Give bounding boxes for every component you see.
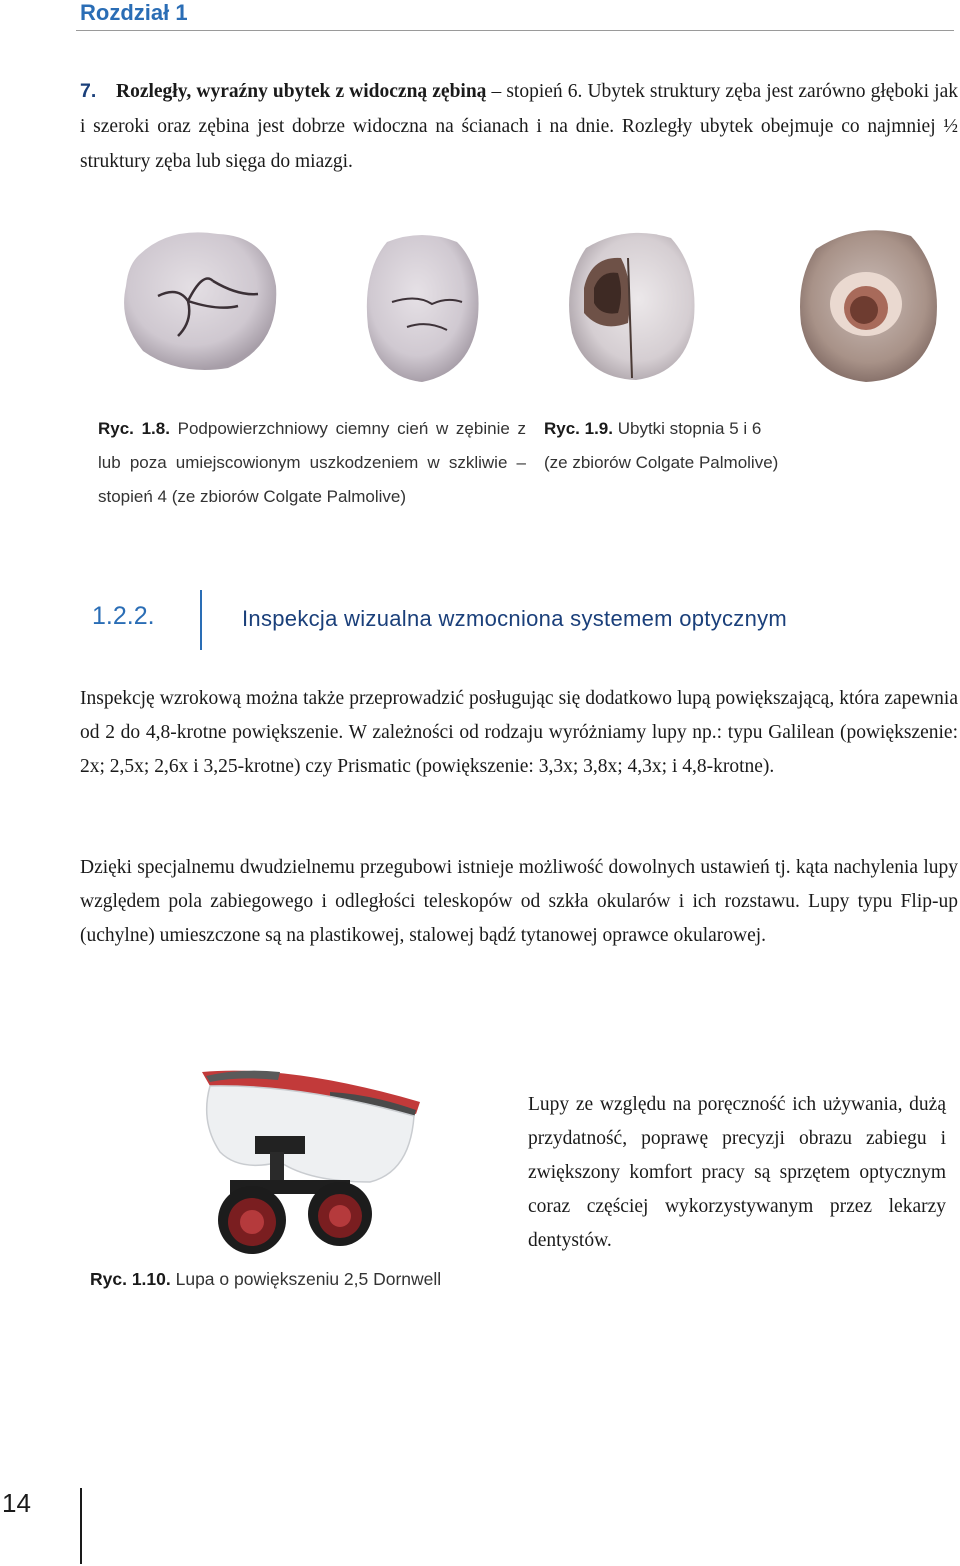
chapter-header: Rozdział 1: [80, 0, 188, 25]
body-paragraph-2: Dzięki specjalnemu dwudzielnemu przegubowi istnieje możliwość dowolnych ustawień tj. kąta nachylenia lupy względem pola zabiegowego i odległości teleskopów od szkła okularów i ich rozstawu. Lupy typu Flip-up (uchylne) umieszczone są na plastikowej, stalowej bądź tytanowej oprawce okularowej.: [80, 857, 958, 946]
page-number-divider: [80, 1488, 82, 1564]
item-text: – stopień 6. Ubytek struktury zęba jest zarówno głęboki jak i szeroki oraz zębina jest dobrze widoczna na ścianach i na dnie. Rozległy ubytek obejmuje co najmniej ½ struktury zęba lub sięga do miazgi.: [80, 81, 958, 172]
figure-caption-1-9: [544, 412, 844, 480]
section-divider: [200, 590, 202, 650]
section-title: Inspekcja wizualna wzmocniona systemem optycznym: [242, 606, 788, 631]
loupe-glasses-photo: [170, 1062, 426, 1258]
list-item-7: [80, 74, 958, 179]
caption-label: Ryc. 1.10.: [90, 1269, 171, 1289]
section-number: 1.2.2.: [92, 602, 155, 630]
caption-text: Podpowierzchniowy ciemny cień w zębinie z lub poza umiejscowionym uszkodzeniem w szkliwie – stopień 4 (ze zbiorów Colgate Palmolive): [98, 419, 526, 506]
figure-caption-1-8: [98, 412, 526, 514]
tooth-photo-1: [118, 226, 280, 374]
header-rule: [76, 30, 954, 31]
caption-label: Ryc. 1.9.: [544, 419, 613, 438]
item-lead: Rozległy, wyraźny ubytek z widoczną zębiną: [116, 81, 487, 102]
caption-text-line2: (ze zbiorów Colgate Palmolive): [544, 453, 779, 472]
page-number: 14: [2, 1488, 31, 1518]
caption-text: Lupa o powiększeniu 2,5 Dornwell: [170, 1269, 442, 1289]
tooth-photo-4: [796, 224, 942, 384]
tooth-photo-3: [566, 228, 698, 382]
caption-label: Ryc. 1.8.: [98, 419, 170, 438]
caption-text: Ubytki stopnia 5 i 6: [613, 419, 762, 438]
tooth-photo-2: [362, 232, 484, 384]
side-paragraph: Lupy ze względu na poręczność ich używania, dużą przydatność, poprawę precyzji obrazu zabiegu i zwiększony komfort pracy są sprzętem optycznym coraz częściej wykorzystywanym przez lekarzy dentystów.: [528, 1094, 946, 1251]
figure-caption-1-10: [90, 1262, 441, 1296]
body-paragraph-1: Inspekcję wzrokową można także przeprowadzić posługując się dodatkowo lupą powiększającą, która zapewnia od 2 do 4,8-krotne powiększenie. W zależności od rodzaju wyróżniamy lupy np.: typu Galilean (powiększenie: 2x; 2,5x; 2,6x i 3,25-krotne) czy Prismatic (powiększenie: 3,3x; 3,8x; 4,3x; i 4,8-krotne).: [80, 688, 958, 777]
list-number: 7.: [80, 80, 97, 102]
